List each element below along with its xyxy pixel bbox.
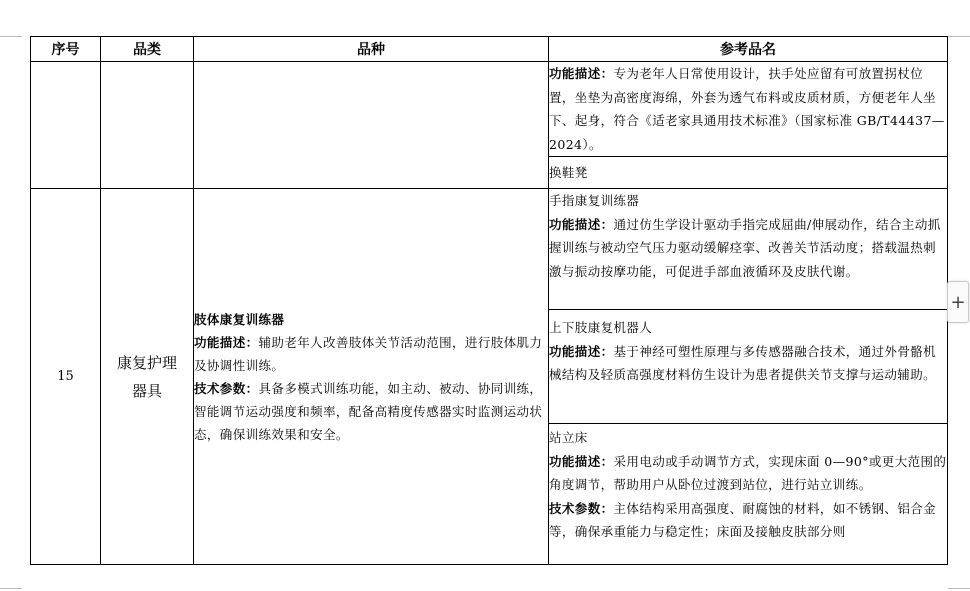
func-label: 功能描述： <box>549 66 614 81</box>
func-label: 功能描述： <box>549 453 614 469</box>
row14-category-cell <box>101 62 194 189</box>
header-category: 品类 <box>101 37 194 62</box>
row15-reference-cell-2 <box>549 310 948 424</box>
tech-text: 具备多模式训练功能，如主动、被动、协同训练，智能调节运动强度和频率，配备高精度传感器实时监测运动状态，确保训练效果和安全。 <box>194 380 543 442</box>
variety-title: 肢体康复训练器 <box>194 311 285 327</box>
variety-func <box>194 331 548 377</box>
row14-reference-cell <box>549 62 948 157</box>
func-label: 功能描述： <box>549 343 614 359</box>
corner-mark-top-right <box>948 14 970 37</box>
tech-text: 主体结构采用高强度、耐腐蚀的材料，如不锈钢、铝合金等，确保承重能力与稳定性；床面及接触皮肤部分则 <box>549 500 937 539</box>
func-label: 功能描述： <box>549 216 614 232</box>
table-header-row <box>31 37 948 62</box>
ref-func <box>549 340 947 387</box>
func-text: 基于神经可塑性原理与多传感器融合技术，通过外骨骼机械结构及轻质高强度材料仿生设计为患者提供关节支撑与运动辅助。 <box>549 343 937 382</box>
tech-label: 技术参数： <box>549 500 614 516</box>
func-text: 专为老年人日常使用设计，扶手处应留有可放置拐杖位置，坐垫为高密度海绵，外套为透气布料或皮质材质，方便老年人坐下、起身，符合《适老家具通用技术标准》（国家标准 GB/T44437—2024）。 <box>549 66 945 152</box>
row15-variety-cell <box>194 189 549 565</box>
variety-tech <box>194 377 548 446</box>
func-text: 采用电动或手动调节方式，实现床面 0—90°或更大范围的角度调节，帮助用户从卧位过渡到站位，进行站立训练。 <box>549 453 947 492</box>
category-line-2: 器具 <box>131 381 162 400</box>
row15-category-cell <box>101 189 194 565</box>
row15-reference-cell-3 <box>549 424 948 565</box>
ref-title: 上下肢康复机器人 <box>549 320 653 335</box>
product-spec-table <box>30 36 948 565</box>
header-variety: 品种 <box>194 37 549 62</box>
row14-seq-cell <box>31 62 101 189</box>
ref-func <box>549 450 947 497</box>
row14-variety-cell <box>194 62 549 189</box>
ref-title: 换鞋凳 <box>549 164 588 180</box>
row15-seq-cell: 15 <box>31 189 101 565</box>
corner-mark-top-left <box>0 14 22 37</box>
ref-func <box>549 213 947 284</box>
ref-clip <box>549 424 947 564</box>
ref-title: 站立床 <box>549 430 588 445</box>
table-row <box>31 62 948 157</box>
table-row <box>31 189 948 310</box>
row15-reference-cell-1 <box>549 189 948 310</box>
func-text: 辅助老年人改善肢体关节活动范围，进行肢体肌力及协调性训练。 <box>194 334 543 373</box>
header-reference: 参考品名 <box>549 37 948 62</box>
expand-plus-icon[interactable]: + <box>947 281 969 323</box>
category-line-1: 康复护理 <box>116 353 177 372</box>
row14-reference-cell-2 <box>549 157 948 189</box>
ref-tech <box>549 497 947 544</box>
header-seq: 序号 <box>31 37 101 62</box>
func-text: 通过仿生学设计驱动手指完成屈曲/伸展动作，结合主动抓握训练与被动空气压力驱动缓解痉挛、改善关节活动度；搭载温热刺激与振动按摩功能，可促进手部血液循环及皮肤代谢。 <box>549 216 941 279</box>
func-label: 功能描述： <box>194 334 259 350</box>
ref-title: 手指康复训练器 <box>549 193 640 208</box>
tech-label: 技术参数： <box>194 380 259 396</box>
